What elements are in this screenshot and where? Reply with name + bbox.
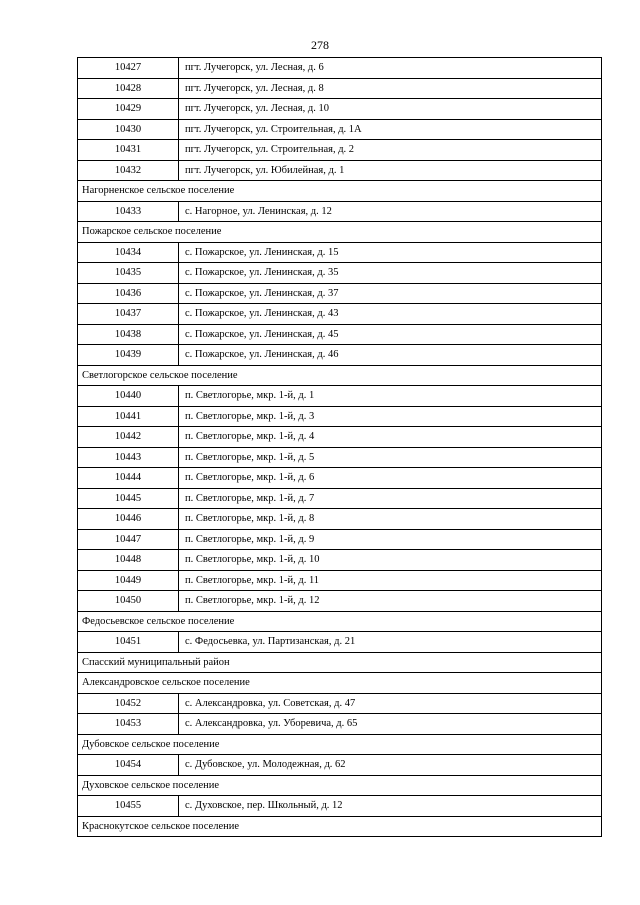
entry-number: 10455 — [78, 796, 179, 817]
table-row — [78, 345, 602, 366]
entry-address: с. Федосьевка, ул. Партизанская, д. 21 — [179, 632, 602, 653]
entry-number: 10427 — [78, 58, 179, 79]
table-row — [78, 58, 602, 79]
table-row — [78, 160, 602, 181]
entry-number: 10454 — [78, 755, 179, 776]
entry-number: 10444 — [78, 468, 179, 489]
group-header-row — [78, 816, 602, 837]
entry-number: 10437 — [78, 304, 179, 325]
entry-address: п. Светлогорье, мкр. 1-й, д. 12 — [179, 591, 602, 612]
entry-number: 10440 — [78, 386, 179, 407]
entry-address: п. Светлогорье, мкр. 1-й, д. 1 — [179, 386, 602, 407]
group-label: Федосьевское сельское поселение — [78, 611, 602, 632]
entry-address: пгт. Лучегорск, ул. Лесная, д. 10 — [179, 99, 602, 120]
entry-number: 10453 — [78, 714, 179, 735]
table-row — [78, 447, 602, 468]
table-row — [78, 99, 602, 120]
entry-number: 10434 — [78, 242, 179, 263]
entry-address: пгт. Лучегорск, ул. Строительная, д. 2 — [179, 140, 602, 161]
entry-number: 10435 — [78, 263, 179, 284]
table-row — [78, 119, 602, 140]
entry-address: с. Пожарское, ул. Ленинская, д. 45 — [179, 324, 602, 345]
entry-number: 10445 — [78, 488, 179, 509]
table-row — [78, 283, 602, 304]
group-label: Пожарское сельское поселение — [78, 222, 602, 243]
entry-address: с. Пожарское, ул. Ленинская, д. 37 — [179, 283, 602, 304]
group-label: Дубовское сельское поселение — [78, 734, 602, 755]
entry-number: 10428 — [78, 78, 179, 99]
group-header-row — [78, 734, 602, 755]
entry-address: с. Александровка, ул. Уборевича, д. 65 — [179, 714, 602, 735]
entry-address: с. Дубовское, ул. Молодежная, д. 62 — [179, 755, 602, 776]
entry-address: с. Духовское, пер. Школьный, д. 12 — [179, 796, 602, 817]
table-row — [78, 509, 602, 530]
entry-number: 10439 — [78, 345, 179, 366]
table-row — [78, 529, 602, 550]
table-row — [78, 570, 602, 591]
entry-address: с. Александровка, ул. Советская, д. 47 — [179, 693, 602, 714]
table-row — [78, 693, 602, 714]
entry-number: 10448 — [78, 550, 179, 571]
entry-number: 10443 — [78, 447, 179, 468]
entry-address: п. Светлогорье, мкр. 1-й, д. 7 — [179, 488, 602, 509]
table-row — [78, 796, 602, 817]
entry-address: п. Светлогорье, мкр. 1-й, д. 4 — [179, 427, 602, 448]
table-row — [78, 755, 602, 776]
group-header-row — [78, 222, 602, 243]
group-header-row — [78, 365, 602, 386]
table-row — [78, 632, 602, 653]
entry-number: 10430 — [78, 119, 179, 140]
entry-number: 10438 — [78, 324, 179, 345]
entry-number: 10447 — [78, 529, 179, 550]
entry-address: с. Пожарское, ул. Ленинская, д. 15 — [179, 242, 602, 263]
group-header-row — [78, 775, 602, 796]
entry-address: пгт. Лучегорск, ул. Лесная, д. 8 — [179, 78, 602, 99]
table-row — [78, 591, 602, 612]
address-register-table — [77, 57, 602, 837]
entry-address: с. Нагорное, ул. Ленинская, д. 12 — [179, 201, 602, 222]
table-body — [78, 58, 602, 837]
entry-address: пгт. Лучегорск, ул. Юбилейная, д. 1 — [179, 160, 602, 181]
table-row — [78, 242, 602, 263]
entry-number: 10449 — [78, 570, 179, 591]
group-label: Нагорненское сельское поселение — [78, 181, 602, 202]
table-row — [78, 427, 602, 448]
entry-address: п. Светлогорье, мкр. 1-й, д. 5 — [179, 447, 602, 468]
entry-number: 10429 — [78, 99, 179, 120]
table-row — [78, 386, 602, 407]
entry-address: с. Пожарское, ул. Ленинская, д. 43 — [179, 304, 602, 325]
entry-address: п. Светлогорье, мкр. 1-й, д. 9 — [179, 529, 602, 550]
entry-number: 10451 — [78, 632, 179, 653]
entry-address: п. Светлогорье, мкр. 1-й, д. 3 — [179, 406, 602, 427]
entry-number: 10450 — [78, 591, 179, 612]
table-row — [78, 263, 602, 284]
entry-address: п. Светлогорье, мкр. 1-й, д. 8 — [179, 509, 602, 530]
group-header-row — [78, 652, 602, 673]
entry-address: с. Пожарское, ул. Ленинская, д. 46 — [179, 345, 602, 366]
group-label: Александровское сельское поселение — [78, 673, 602, 694]
page-number: 278 — [311, 38, 329, 52]
group-header-row — [78, 673, 602, 694]
group-header-row — [78, 181, 602, 202]
group-label: Духовское сельское поселение — [78, 775, 602, 796]
entry-number: 10452 — [78, 693, 179, 714]
table-row — [78, 714, 602, 735]
table-row — [78, 324, 602, 345]
table-row — [78, 304, 602, 325]
entry-address: пгт. Лучегорск, ул. Лесная, д. 6 — [179, 58, 602, 79]
entry-number: 10441 — [78, 406, 179, 427]
entry-address: п. Светлогорье, мкр. 1-й, д. 11 — [179, 570, 602, 591]
group-label: Краснокутское сельское поселение — [78, 816, 602, 837]
table-row — [78, 488, 602, 509]
entry-number: 10446 — [78, 509, 179, 530]
entry-address: с. Пожарское, ул. Ленинская, д. 35 — [179, 263, 602, 284]
table-row — [78, 406, 602, 427]
table-row — [78, 140, 602, 161]
entry-number: 10442 — [78, 427, 179, 448]
table-row — [78, 78, 602, 99]
entry-number: 10432 — [78, 160, 179, 181]
entry-address: пгт. Лучегорск, ул. Строительная, д. 1А — [179, 119, 602, 140]
group-label: Светлогорское сельское поселение — [78, 365, 602, 386]
table-row — [78, 468, 602, 489]
table-row — [78, 201, 602, 222]
group-label: Спасский муниципальный район — [78, 652, 602, 673]
entry-number: 10436 — [78, 283, 179, 304]
entry-address: п. Светлогорье, мкр. 1-й, д. 6 — [179, 468, 602, 489]
entry-number: 10433 — [78, 201, 179, 222]
entry-number: 10431 — [78, 140, 179, 161]
entry-address: п. Светлогорье, мкр. 1-й, д. 10 — [179, 550, 602, 571]
table-row — [78, 550, 602, 571]
group-header-row — [78, 611, 602, 632]
